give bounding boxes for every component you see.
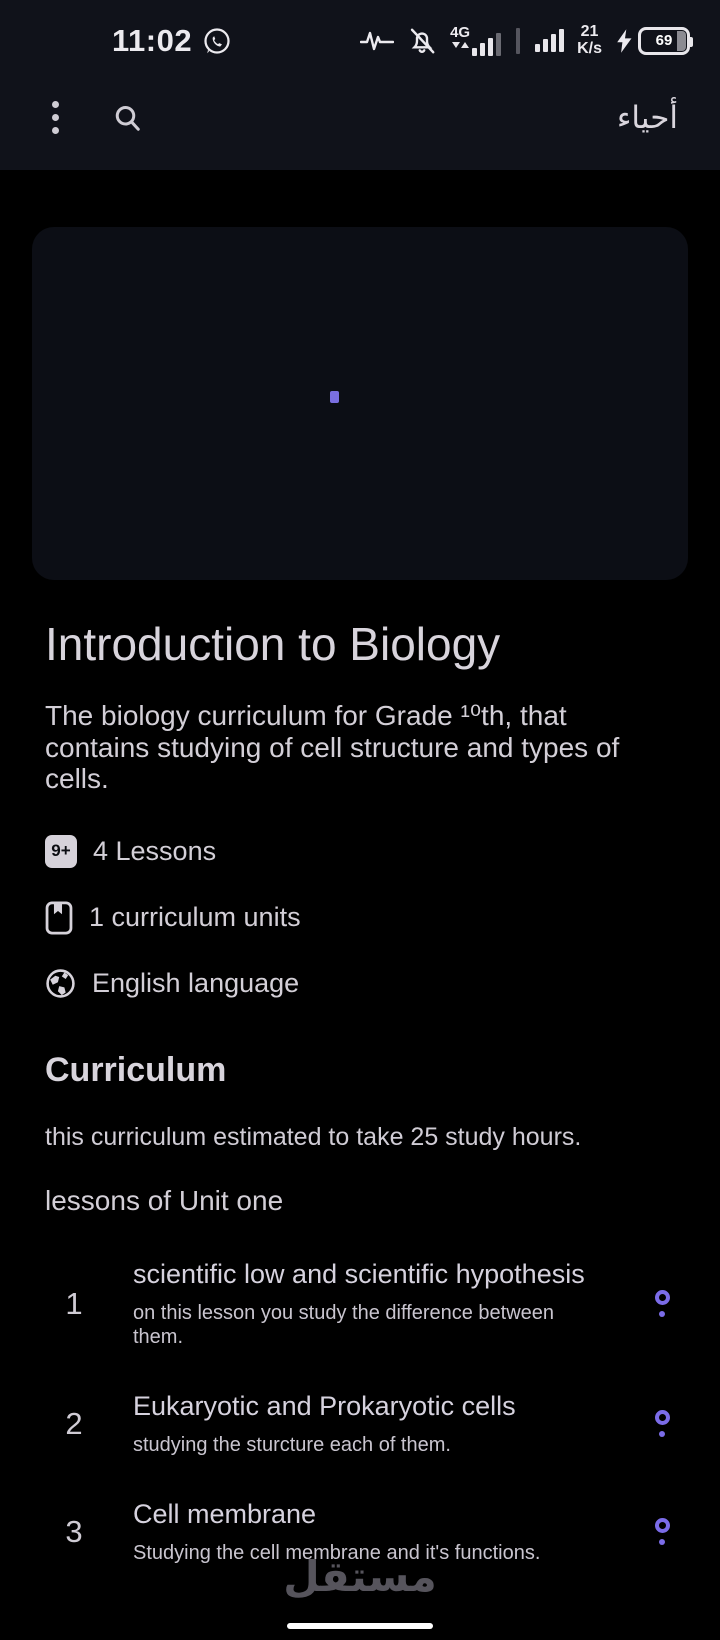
course-cover-image <box>32 227 688 580</box>
gesture-navigation-bar[interactable] <box>287 1623 433 1629</box>
signal-sim2-icon <box>535 29 564 52</box>
lesson-title: scientific low and scientific hypothesis <box>133 1258 585 1289</box>
globe-icon <box>45 968 76 999</box>
language-label: English language <box>92 967 300 998</box>
top-bars <box>0 0 720 170</box>
lesson-subtitle: studying the sturcture each of them. <box>133 1433 451 1456</box>
network-type-label: 4G <box>450 24 471 41</box>
pulse-icon <box>360 28 394 54</box>
bell-muted-icon <box>407 26 437 56</box>
network-speed <box>577 24 602 58</box>
curriculum-estimate: this curriculum estimated to take 25 study hours. <box>45 1122 582 1151</box>
lesson-number: 1 <box>65 1285 83 1321</box>
network-speed-value: 21 <box>580 22 599 40</box>
timeline-marker-icon <box>644 1518 680 1545</box>
lesson-row-3[interactable] <box>0 1499 720 1565</box>
status-separator <box>516 28 520 54</box>
lesson-number: 3 <box>65 1513 83 1549</box>
course-meta-list <box>45 835 720 999</box>
lesson-row-1[interactable] <box>0 1259 720 1349</box>
timeline-marker-icon <box>644 1290 680 1317</box>
lessons-count-label: 4 Lessons <box>93 835 217 866</box>
kebab-menu-icon[interactable] <box>46 95 65 140</box>
course-description: The biology curriculum for Grade ¹⁰th, that contains studying of cell structure and types of cells. <box>45 700 620 795</box>
lesson-row-2[interactable] <box>0 1391 720 1457</box>
meta-row-lessons <box>45 835 720 868</box>
timeline-marker-icon <box>644 1410 680 1437</box>
battery-percent: 69 <box>655 32 673 49</box>
unit-one-label: lessons of Unit one <box>45 1184 284 1216</box>
search-icon[interactable] <box>109 100 145 136</box>
signal-sim1-icon <box>450 25 501 56</box>
app-bar <box>0 75 720 170</box>
units-count-label: 1 curriculum units <box>89 902 301 933</box>
network-speed-unit: K/s <box>577 39 602 57</box>
lessons-badge-icon: 9+ <box>45 835 77 868</box>
status-bar <box>0 0 720 75</box>
page-title: أحياء <box>616 99 678 135</box>
bookmark-icon <box>45 901 73 935</box>
lesson-title: Cell membrane <box>133 1498 317 1529</box>
clock: 11:02 <box>112 22 193 58</box>
meta-row-language <box>45 968 720 999</box>
meta-row-units <box>45 901 720 935</box>
curriculum-heading: Curriculum <box>45 1050 227 1089</box>
charging-bolt-icon <box>615 28 635 54</box>
course-page <box>0 227 720 1565</box>
lesson-subtitle: on this lesson you study the difference between them. <box>133 1301 555 1348</box>
lesson-subtitle: Studying the cell membrane and it's functions. <box>133 1541 541 1564</box>
watermark: مستقل <box>283 1553 437 1600</box>
whatsapp-icon <box>202 26 232 56</box>
lesson-number: 2 <box>65 1405 83 1441</box>
course-title: Introduction to Biology <box>45 618 501 670</box>
lesson-title: Eukaryotic and Prokaryotic cells <box>133 1390 516 1421</box>
image-loading-dot <box>330 391 339 403</box>
lessons-list <box>0 1259 720 1565</box>
battery-icon <box>638 27 690 55</box>
